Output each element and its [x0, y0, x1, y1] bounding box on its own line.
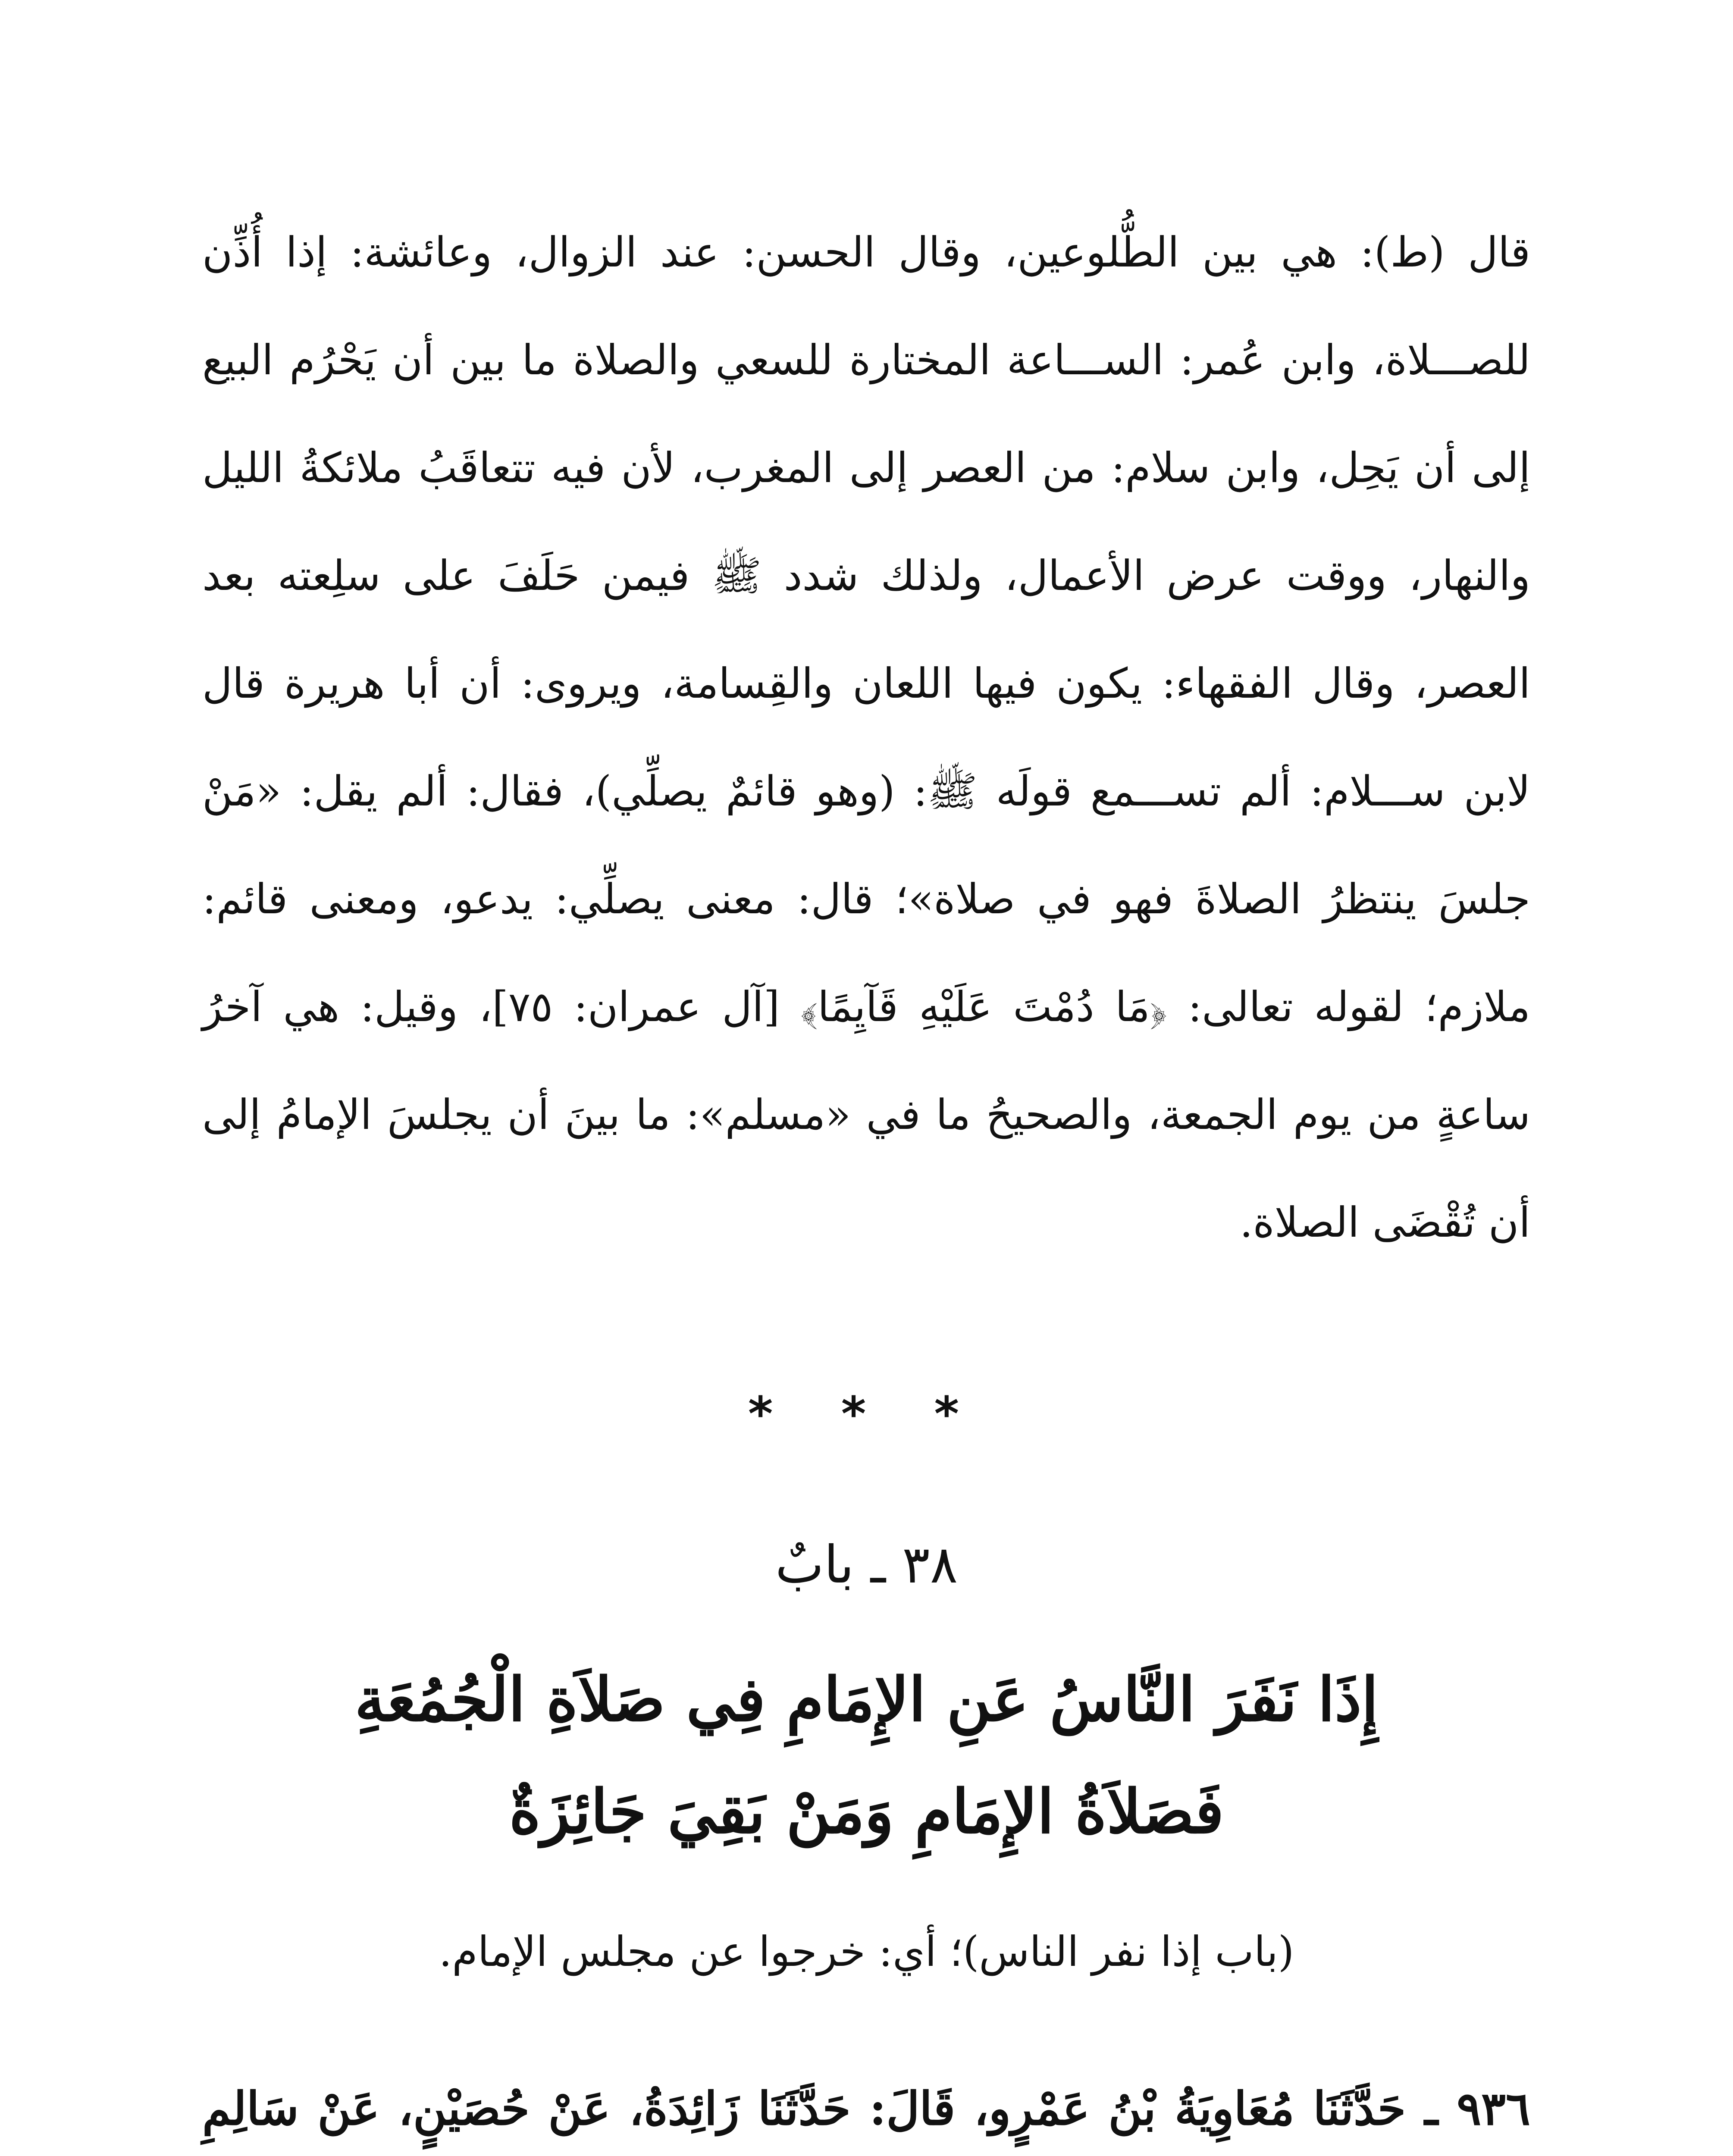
hadith-text: ٩٣٦ ـ حَدَّثَنَا مُعَاوِيَةُ بْنُ عَمْرٍو، قَالَ: حَدَّثَنَا زَائِدَةُ، عَنْ حُصَيْنٍ، عَنْ سَالِمِ — [202, 2081, 1530, 2135]
chapter-explanation: (باب إذا نفر الناس)؛ أي: خرجوا عن مجلس الإمام. — [439, 1927, 1294, 1976]
chapter-title-line-1: إِذَا نَفَرَ النَّاسُ عَنِ الإِمَامِ فِي صَلاَةِ الْجُمُعَةِ — [354, 1664, 1379, 1735]
section-separator: * * * — [748, 1386, 985, 1442]
chapter-number: ٣٨ ـ بابٌ — [775, 1535, 958, 1595]
chapter-title-line-2: فَصَلاَةُ الإِمَامِ وَمَنْ بَقِيَ جَائِزَةٌ — [509, 1777, 1224, 1847]
commentary-paragraph: قال (ط): هي بين الطُّلوعين، وقال الحسن: عند الزوال، وعائشة: إذا أُذِّن للصـــلاة، وابن عُمر: الســـاعة المختارة للسعي والصلاة ما بين أن يَحْرُم البيع إلى أن يَحِل، وابن سلام: من العصر إلى المغرب، لأن فيه تتعاقَبُ ملائكةُ الليل والنهار، ووقت عرض الأعمال، ولذلك شدد ﷺ فيمن حَلَفَ على سلِعته بعد العصر، وقال الفقهاء: يكون فيها اللعان والقِسامة، ويروى: أن أبا هريرة قال لابن ســـلام: ألم تســـمع قولَه ﷺ: (وهو قائمٌ يصلِّي)، فقال: ألم يقل: «مَنْ جلسَ ينتظرُ الصلاةَ فهو في صلاة»؛ قال: معنى يصلِّي: يدعو، ومعنى قائم: ملازم؛ لقوله تعالى: ﴿مَا دُمْتَ عَلَيْهِ قَآيِمًا﴾ [آل عمران: ٧٥]، وقيل: هي آخرُ ساعةٍ من يوم الجمعة، والصحيحُ ما في «مسلم»: ما بينَ أن يجلسَ الإمامُ إلى أن تُقْضَى الصلاة. — [202, 228, 1531, 1247]
commentary-block — [202, 198, 1530, 1276]
